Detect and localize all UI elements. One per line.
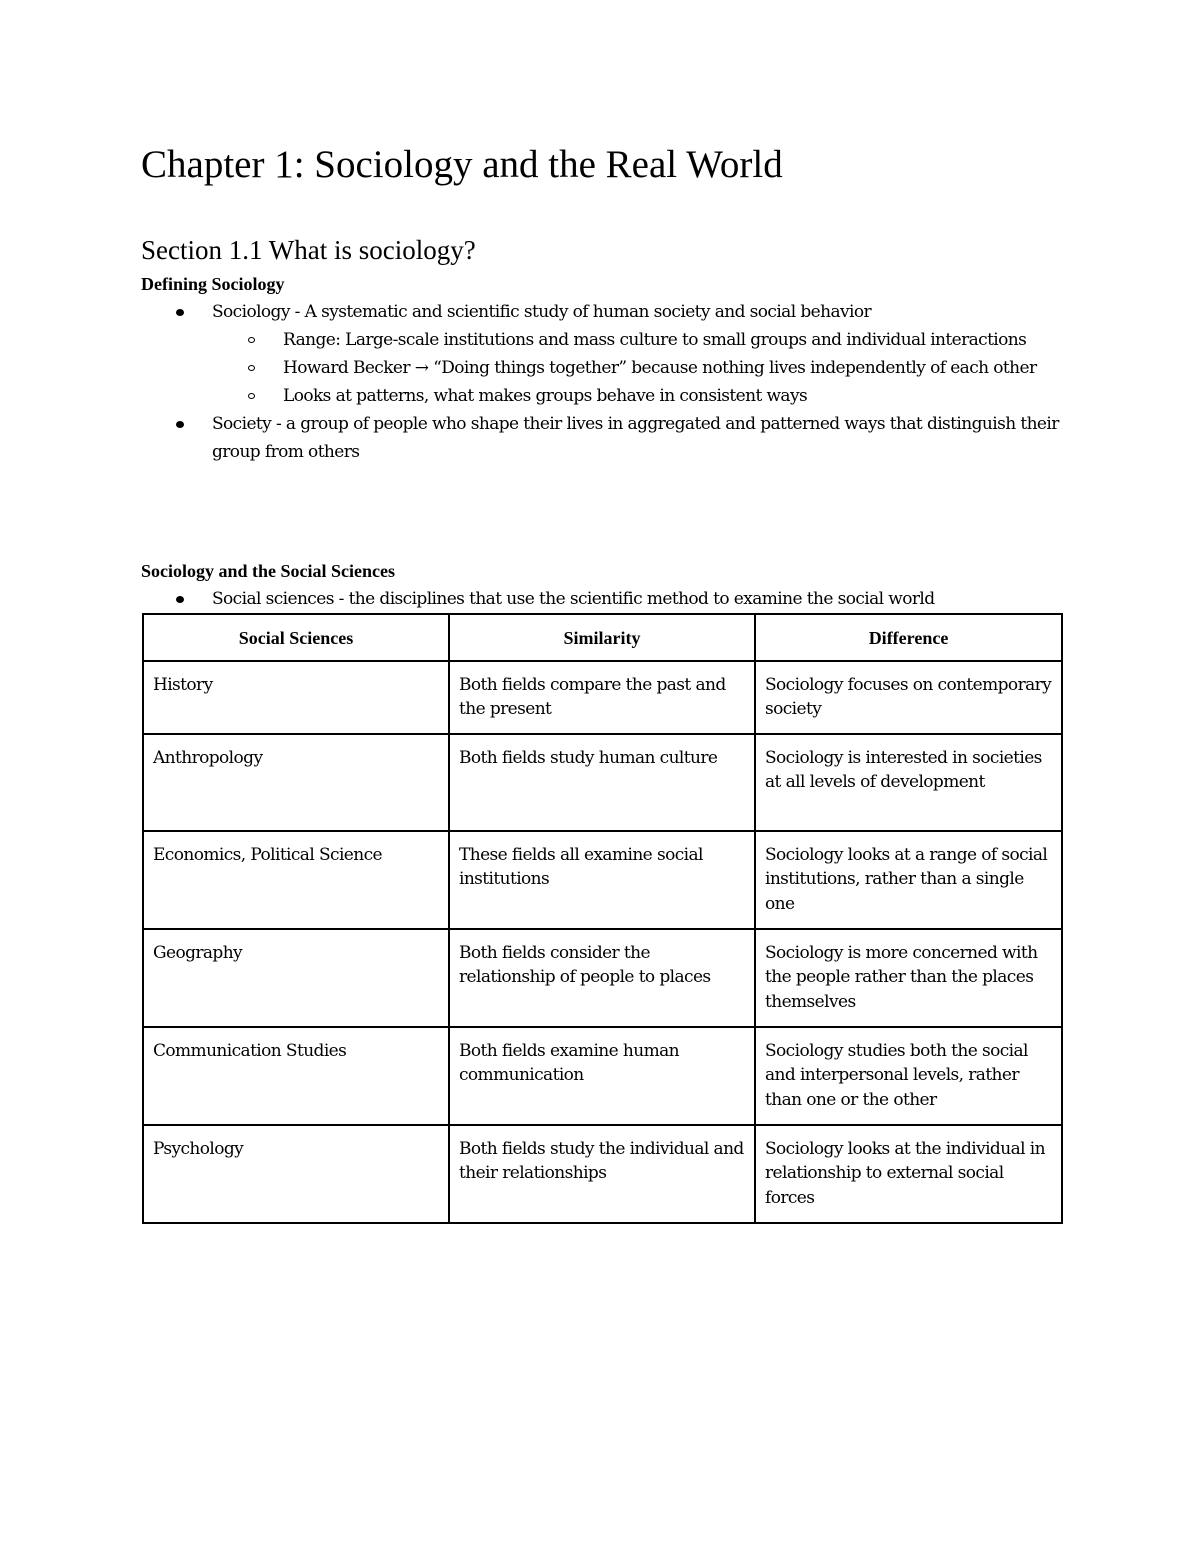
list-item [0, 382, 1063, 410]
table-row [143, 929, 1062, 1027]
table-row [143, 1125, 1062, 1223]
social-sciences-heading: Sociology and the Social Sciences [141, 561, 396, 581]
table-cell: Both fields compare the past and the present [449, 661, 755, 734]
list-item-text: Range: Large-scale institutions and mass culture to small groups and individual interactions [283, 330, 1027, 350]
table-row [143, 831, 1062, 929]
hollow-bullet-icon [248, 393, 255, 399]
table-cell: Sociology studies both the social and interpersonal levels, rather than one or the other [755, 1027, 1062, 1125]
chapter-title: Chapter 1: Sociology and the Real World [141, 143, 783, 186]
hollow-bullet-icon [248, 337, 255, 343]
table-cell: Sociology looks at a range of social institutions, rather than a single one [755, 831, 1062, 929]
bullet-icon [176, 596, 184, 603]
social-sciences-list [0, 585, 1072, 613]
table-cell: Geography [143, 929, 449, 1027]
list-item-text: Society - a group of people who shape their lives in aggregated and patterned ways that distinguish their group from others [212, 414, 1059, 462]
column-header: Social Sciences [143, 614, 449, 661]
list-item [0, 326, 1063, 354]
table-cell: Both fields study human culture [449, 734, 755, 831]
list-item [0, 354, 1063, 382]
section-title: Section 1.1 What is sociology? [141, 235, 476, 265]
table-cell: Both fields consider the relationship of people to places [449, 929, 755, 1027]
bullet-icon [176, 309, 184, 316]
table-cell: Communication Studies [143, 1027, 449, 1125]
table-cell: Anthropology [143, 734, 449, 831]
bullet-icon [176, 421, 184, 428]
table-row [143, 661, 1062, 734]
table-cell: History [143, 661, 449, 734]
table-row [143, 734, 1062, 831]
list-item-text: Looks at patterns, what makes groups behave in consistent ways [283, 386, 808, 406]
table-cell: Sociology focuses on contemporary society [755, 661, 1062, 734]
table-cell: Both fields study the individual and their relationships [449, 1125, 755, 1223]
defining-sociology-list [0, 298, 1072, 466]
table-cell: Economics, Political Science [143, 831, 449, 929]
list-item-text: Sociology - A systematic and scientific study of human society and social behavior [212, 302, 871, 322]
list-item-text: Howard Becker → “Doing things together” because nothing lives independently of each other [283, 358, 1037, 378]
table-row [143, 1027, 1062, 1125]
defining-sociology-heading: Defining Sociology [141, 274, 285, 294]
column-header: Similarity [449, 614, 755, 661]
list-item-text: Social sciences - the disciplines that use the scientific method to examine the social world [212, 589, 935, 609]
table-cell: Psychology [143, 1125, 449, 1223]
hollow-bullet-icon [248, 365, 255, 371]
list-item [0, 585, 1072, 613]
list-item [0, 410, 1072, 466]
social-sciences-table [142, 613, 1063, 1224]
table-cell: Sociology is interested in societies at all levels of development [755, 734, 1062, 831]
table-cell: These fields all examine social institutions [449, 831, 755, 929]
column-header: Difference [755, 614, 1062, 661]
table-header-row [143, 614, 1062, 661]
table-cell: Sociology is more concerned with the people rather than the places themselves [755, 929, 1062, 1027]
list-item [0, 298, 1072, 326]
table-cell: Both fields examine human communication [449, 1027, 755, 1125]
table-cell: Sociology looks at the individual in relationship to external social forces [755, 1125, 1062, 1223]
